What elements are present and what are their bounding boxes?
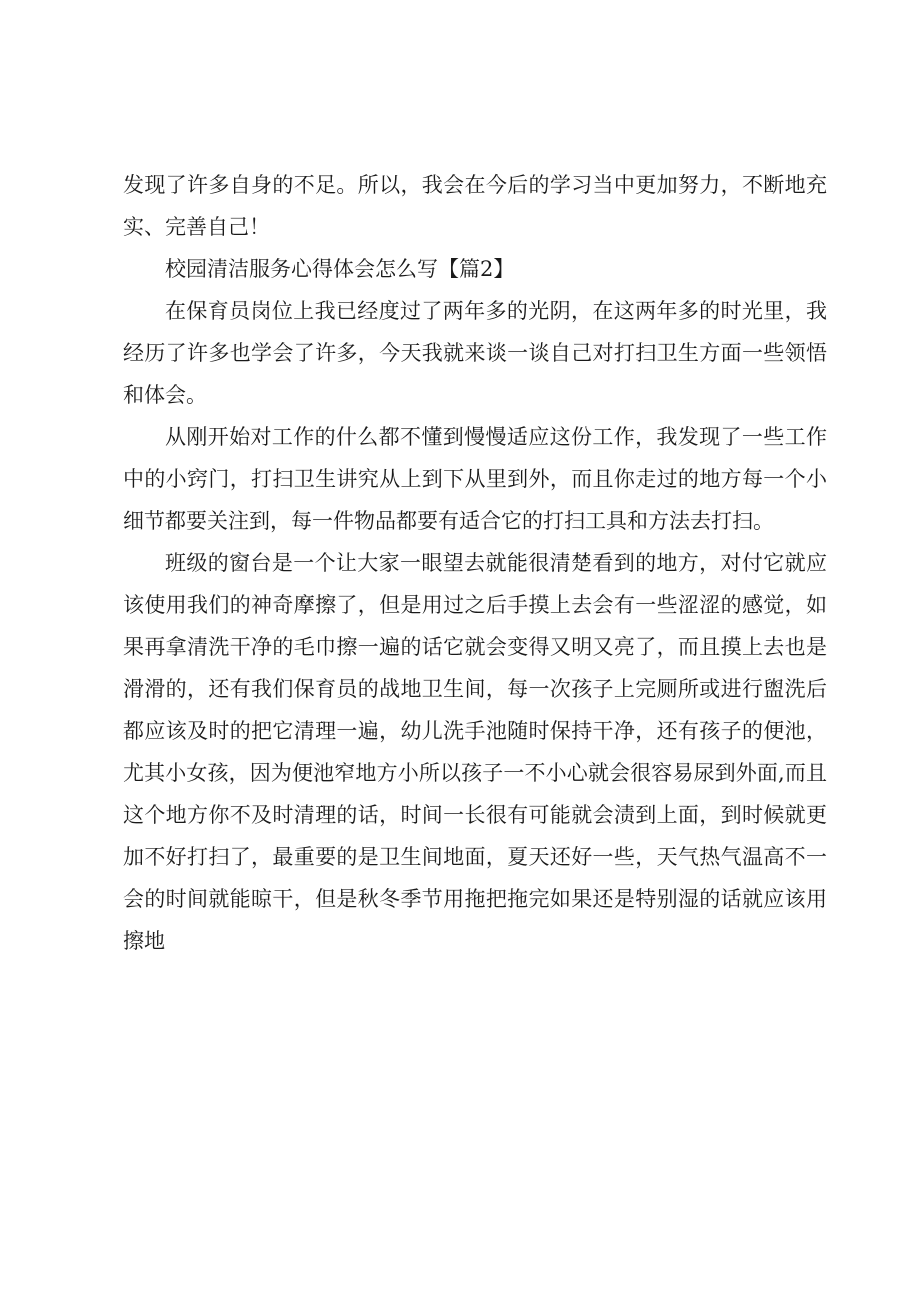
paragraph: 班级的窗台是一个让大家一眼望去就能很清楚看到的地方，对付它就应该使用我们的神奇摩擦了，但是用过之后手摸上去会有一些涩涩的感觉，如果再拿清洗干净的毛巾擦一遍的话它就会变得又明又亮了，而且摸上去也是滑滑的，还有我们保育员的战地卫生间，每一次孩子上完厕所或进行盥洗后都应该及时的把它清理一遍，幼儿洗手池随时保持干净，还有孩子的便池，尤其小女孩，因为便池窄地方小所以孩子一不小心就会很容易尿到外面,而且这个地方你不及时清理的话，时间一长很有可能就会渍到上面，到时候就更加不好打扫了，最重要的是卫生间地面，夏天还好一些，天气热气温高不一会的时间就能晾干，但是秋冬季节用拖把拖完如果还是特别湿的话就应该用擦地	[123, 551, 827, 953]
paragraph: 在保育员岗位上我已经度过了两年多的光阴，在这两年多的时光里，我经历了许多也学会了许多，今天我就来谈一谈自己对打扫卫生方面一些领悟和体会。	[123, 299, 827, 407]
paragraph-continuation: 发现了许多自身的不足。所以，我会在今后的学习当中更加努力，不断地充实、完善自己！	[123, 173, 827, 239]
document-body	[123, 164, 827, 962]
section-heading: 校园清洁服务心得体会怎么写【篇2】	[165, 257, 515, 281]
paragraph: 从刚开始对工作的什么都不懂到慢慢适应这份工作，我发现了一些工作中的小窍门，打扫卫生讲究从上到下从里到外，而且你走过的地方每一个小细节都要关注到，每一件物品都要有适合它的打扫工具和方法去打扫。	[123, 425, 827, 533]
